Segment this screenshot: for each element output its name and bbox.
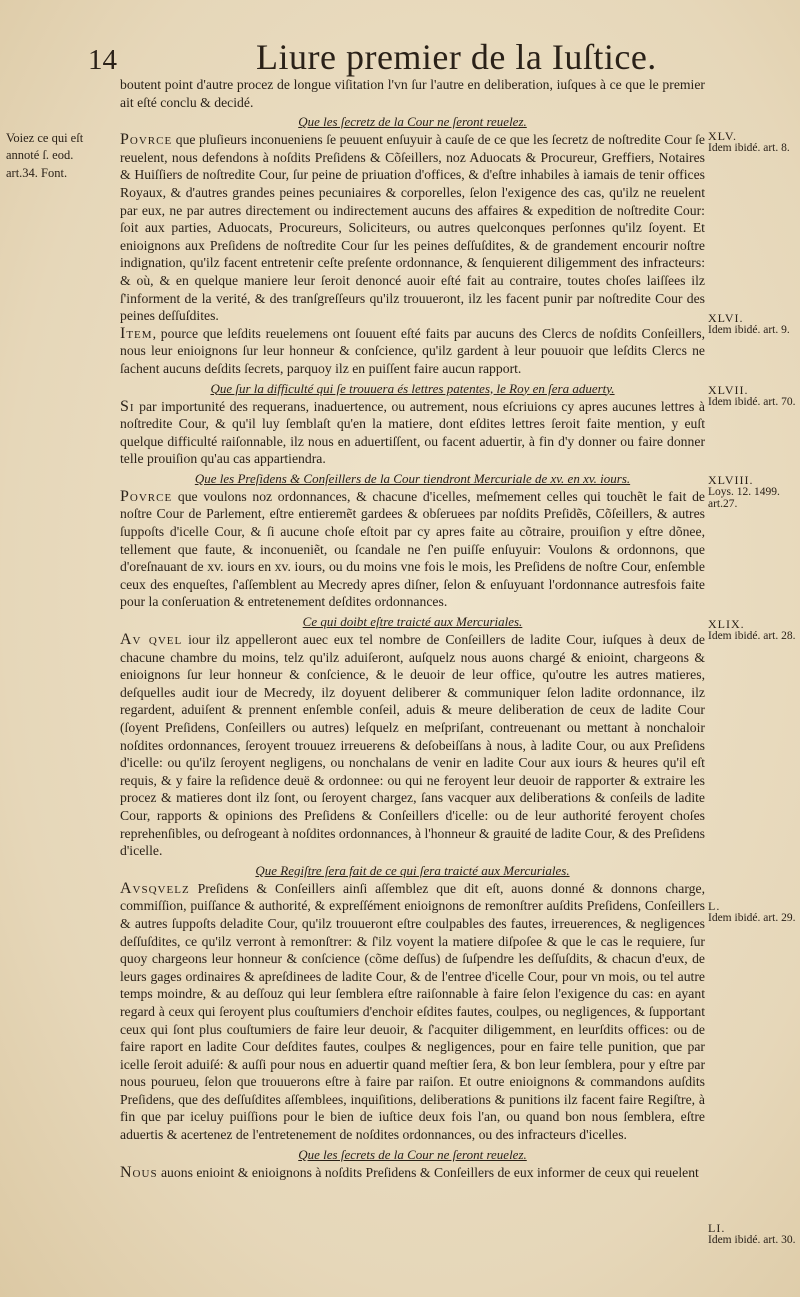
margin-note-49 xyxy=(708,618,796,642)
paragraph-initial: Item xyxy=(120,324,153,342)
running-title: Liure premier de la Iuſtice. xyxy=(256,37,657,77)
article-reference: Loys. 12. 1499. art.27. xyxy=(708,486,780,510)
paragraph-initial: Nous xyxy=(120,1163,158,1181)
paragraph-article-47 xyxy=(120,398,705,468)
article-number: XLVIII. xyxy=(708,473,754,487)
paragraph-text: auons enioint & enioignons à noſdits Preſidens & Conſeillers de eux informer de ceux qui reuelent xyxy=(157,1164,699,1180)
paragraph-text: que voulons noz ordonnances, & chacune d'icelles, meſmement celles qui touchẽt le fait de noſtre Cour de Parlement, eſtre entieremẽt gardees & obſeruees par noſdits Preſidẽs, Cõſeillers, & autres ſuppoſts d'icelle Cour, & ſi aucune choſe eſtoit par cy apres faite au cõtraire, prouiſion y eſtre dõnee, tellement que faute, & inconueniẽt, ou ſcandale ne ſ'en puiſſe enſuyuir: Voulons & ordonnons, que d'oreſnauant de xv. iours en xv. iours, ou du moins vne fois le mois, les Preſidens de noſtre Cour, enſemble ceux des enqueſtes, ſ'aſſemblent au Mecredy apres diſner, ſelon & enſuyuant l'ordonnance autresfois faite pour la conſeruation & entretenement deſdites ordonnances. xyxy=(120,488,705,610)
heading-secrets xyxy=(120,113,705,130)
article-reference: Idem ibidé. art. 28. xyxy=(708,630,796,642)
paragraph-article-46 xyxy=(120,325,705,378)
margin-note-46 xyxy=(708,312,796,336)
heading-secrets-2 xyxy=(120,1146,705,1163)
paragraph-article-45 xyxy=(120,131,705,325)
article-number: XLIX. xyxy=(708,617,745,631)
paragraph-initial: Si xyxy=(120,397,135,415)
paragraph-text: iour ilz appelleront auec eux tel nombre de Conſeillers de ladite Cour, iuſques à deux de chacune chambre du moins, telz qu'ilz aduiſeront, auſquelz nous auons chargé & enioint, chargeons & enioignons ſur leur honneur & conſcience, & le deuoir de leur office, qu'outre les autres matieres, deſquelles audit iour de Mecredy, ilz doyuent deliberer & communiquer ſelon ladite ordonnance, ilz regardent, aduiſent & prennent enſemble conſeil, aduis & meure deliberation de ceux de ladite Cour (ſoyent Preſidens, Conſeillers ou autres) leſquelz en meſpriſant, contreuenant ou mettant à nonchaloir noſdites ordonnances, ſeroyent trouuez irreuerens & deſobeiſſans à nous, à ladite Cour, ou aux Preſidens d'icelle: ou qu'ilz ſeroyent negligens, ou nonchalans de venir en ladite Cour aux iours & heures qu'il eſt requis, & y faire la reſidence deuë & ordonnee: ou qui ne feroyent leur deuoir de rapporter & extraire les procez & matieres dont ilz ſont, ou ſeroyent chargez, ſans vacquer aux deliberations & conſeils de ladite Cour, rapports & opinions des Preſidens & Conſeillers d'icelle: ou de leur authorité feroyent choſes reprehenſibles, ou deſrogeant à noſdites ordonnances, à l'honneur & grauité de ladite Cour, & des Preſidens d'icelle. xyxy=(120,632,706,859)
article-reference: Idem ibidé. art. 30. xyxy=(708,1234,796,1246)
heading-mercuriale-matters xyxy=(120,613,705,630)
margin-note-48 xyxy=(708,474,796,510)
heading-text: Ce qui doibt eſtre traicté aux Mercuriales. xyxy=(302,614,523,630)
paragraph-opening: boutent point d'autre procez de longue viſitation l'vn ſur l'autre en deliberation, iuſques à ce que le premier ait eſté conclu & decidé. xyxy=(120,77,705,110)
heading-text: Que Regiſtre ſera fait de ce qui ſera traicté aux Mercuriales. xyxy=(255,862,570,878)
heading-text: Que les Preſidens & Conſeillers de la Cour tiendront Mercuriale de xv. en xv. iours. xyxy=(194,470,631,486)
article-number: XLVII. xyxy=(708,383,749,397)
article-number: XLVI. xyxy=(708,311,744,325)
paragraph-initial: Povrce xyxy=(120,487,173,505)
paragraph-initial: Avsqvelz xyxy=(120,879,190,897)
paragraph-text: , pource que leſdits reuelemens ont ſouuent eſté faits par aucuns des Clercs de noſdits Conſeillers, nous leur enioignons ſur leur honneur & conſcience, qu'ilz gardent à leur pouuoir que leſdits Clercs ne ſachent aucuns deſdits ſecrets, parquoy ilz en puiſſent faire aucun rapport. xyxy=(120,325,705,376)
heading-text: Que les ſecrets de la Cour ne ſeront reuelez. xyxy=(298,1146,527,1162)
margin-note-51 xyxy=(708,1222,796,1246)
paragraph-text: que pluſieurs inconueniens ſe peuuent enſuyuir à cauſe de ce que les ſecretz de noſtredite Cour ſe reuelent, nous defendons à noſdits Preſidens & Cõſeillers, noz Aduocats & Procureur, Greffiers, Notaires & Huiſſiers de noſtredite Cour, ſur peine de priuation d'offices, & d'eſtre inhabiles à iamais de tenir offices Royaux, & d'autres grandes peines pecuniaires & corporelles, ſelon l'exigence des cas, qu'ilz ne reuelent par eux, ne par autres directement ou indirectement aucuns des affaires & expedition de noſtredite Cour: ſoit aux parties, Aduocats, Procureurs, Soliciteurs, ou autres quelconques perſonnes qu'ilz ſoyent. Et enioignons aux Preſidens de noſtredite Cour ſur les peines deſſuſdites, & de grandement encourir noſtre indignation, qu'ilz facent entretenir ceſte preſente ordonnance, & ſenquierent diligemment des infracteurs: & où, & en quelque maniere leur ſeroit denoncé auoir eſté fait au contraire, toutes choſes laiſſees ilz ſ'informent de la verité, & des tranſgreſſeurs qu'ilz trouueront, ilz les facent punir par noſtredite Cour des peines deſſuſdites. xyxy=(120,132,705,324)
heading-text: Que ſur la difficulté qui ſe trouuera és lettres patentes, le Roy en ſera aduerty. xyxy=(210,380,615,396)
margin-note-47 xyxy=(708,384,796,408)
article-number: L. xyxy=(708,899,721,913)
page-header xyxy=(0,30,800,80)
article-reference: Idem ibidé. art. 29. xyxy=(708,912,796,924)
paragraph-initial: Av qvel xyxy=(120,631,183,649)
article-reference: Idem ibidé. art. 70. xyxy=(708,396,796,408)
heading-mercuriale xyxy=(120,470,705,487)
article-reference: Idem ibidé. art. 9. xyxy=(708,324,790,336)
page-number: 14 xyxy=(88,44,117,76)
paragraph-text: par importunité des requerans, inaduertence, ou autrement, nous eſcriuions cy apres aucunes lettres à noſtredite Cour, & qu'il luy ſemblaſt qu'en la matiere, dont eſdites lettres ſeroit faite mention, y euſt quelque difficulté raiſonnable, ilz nous en aduertiſſent, ou facent aduertir, à fin d'y donner ou faire donner telle prouiſion qu'au cas appartiendra. xyxy=(120,398,705,467)
margin-note-50 xyxy=(708,900,796,924)
paragraph-article-48 xyxy=(120,488,705,611)
paragraph-article-50 xyxy=(120,880,705,1144)
heading-register xyxy=(120,862,705,879)
paragraph-text: Preſidens & Conſeillers ainſi aſſemblez que dit eſt, auons donné & donnons charge, commiſſion, puiſſance & authorité, & expreſſément enioignons de remonſtrer auſdits Preſidens, Conſeillers & autres ſuppoſts deladite Cour, qu'ilz trouueront eſtre coulpables des fautes, irreuerences, & negligences deſſuſdites, ce qu'ilz verront à remonſtrer: & ſ'ilz voyent la matiere diſpoſee & que le cas le requiere, ſur quoy chargeons leur honneur & conſcience (cõme deſſus) de ſuſpendre les deſſuſdits, & chacun d'eux, de leurs gages ordinaires & apreſdinees de ladite Cour, & de l'entree d'icelle Cour, pour vn mois, ou tel autre temps moindre, & au deſſouz qui leur ſemblera eſtre raiſonnable à faire ſelon l'exigence du cas: en ayant regard à ceux qui ſeroyent plus couſtumiers d'enchoir eſdites fautes, coulpes, ou negligences, & ſupportant ceux qui ſont plus couſtumiers de faire leur deuoir, & ſ'acquiter diligemment, en leurſdits offices: ou de faire raport en ladite Cour deſdites fautes, coulpes & negligences, pour en faire telle punition, que par icelle ſeroit aduiſé: & auſſi pour nous en aduertir quand meſtier ſera, & bon leur ſemblera, pour y eſtre par nous pourueu, ſelon que trouuerons eſtre à faire par raiſon. Et outre enioignons & commandons auſdits Preſidens, que des deſſuſdites aſſemblees, inquiſitions, deliberations & punitions ilz facent faire Regiſtre, à fin que par iceluy puiſſions pour le bien de iuſtice deux fois l'an, ou quand bon nous ſemblera, eſtre aduertis & acertenez de l'entretenement de noſdites ordonnances, ou des infracteurs d'icelles. xyxy=(120,880,705,1143)
article-reference: Idem ibidé. art. 8. xyxy=(708,142,790,154)
paragraph-article-51 xyxy=(120,1164,705,1182)
main-text xyxy=(120,76,705,1181)
heading-text: Que les ſecretz de la Cour ne ſeront reuelez. xyxy=(298,114,527,130)
paragraph-article-49 xyxy=(120,631,705,860)
margin-note-45 xyxy=(708,130,796,154)
paragraph-initial: Povrce xyxy=(120,131,173,149)
article-number: XLV. xyxy=(708,129,738,143)
left-margin-note: Voiez ce qui eſt annoté ſ. eod. art.34. Font. xyxy=(6,131,84,180)
article-number: LI. xyxy=(708,1221,726,1235)
heading-letters-patent xyxy=(120,380,705,397)
